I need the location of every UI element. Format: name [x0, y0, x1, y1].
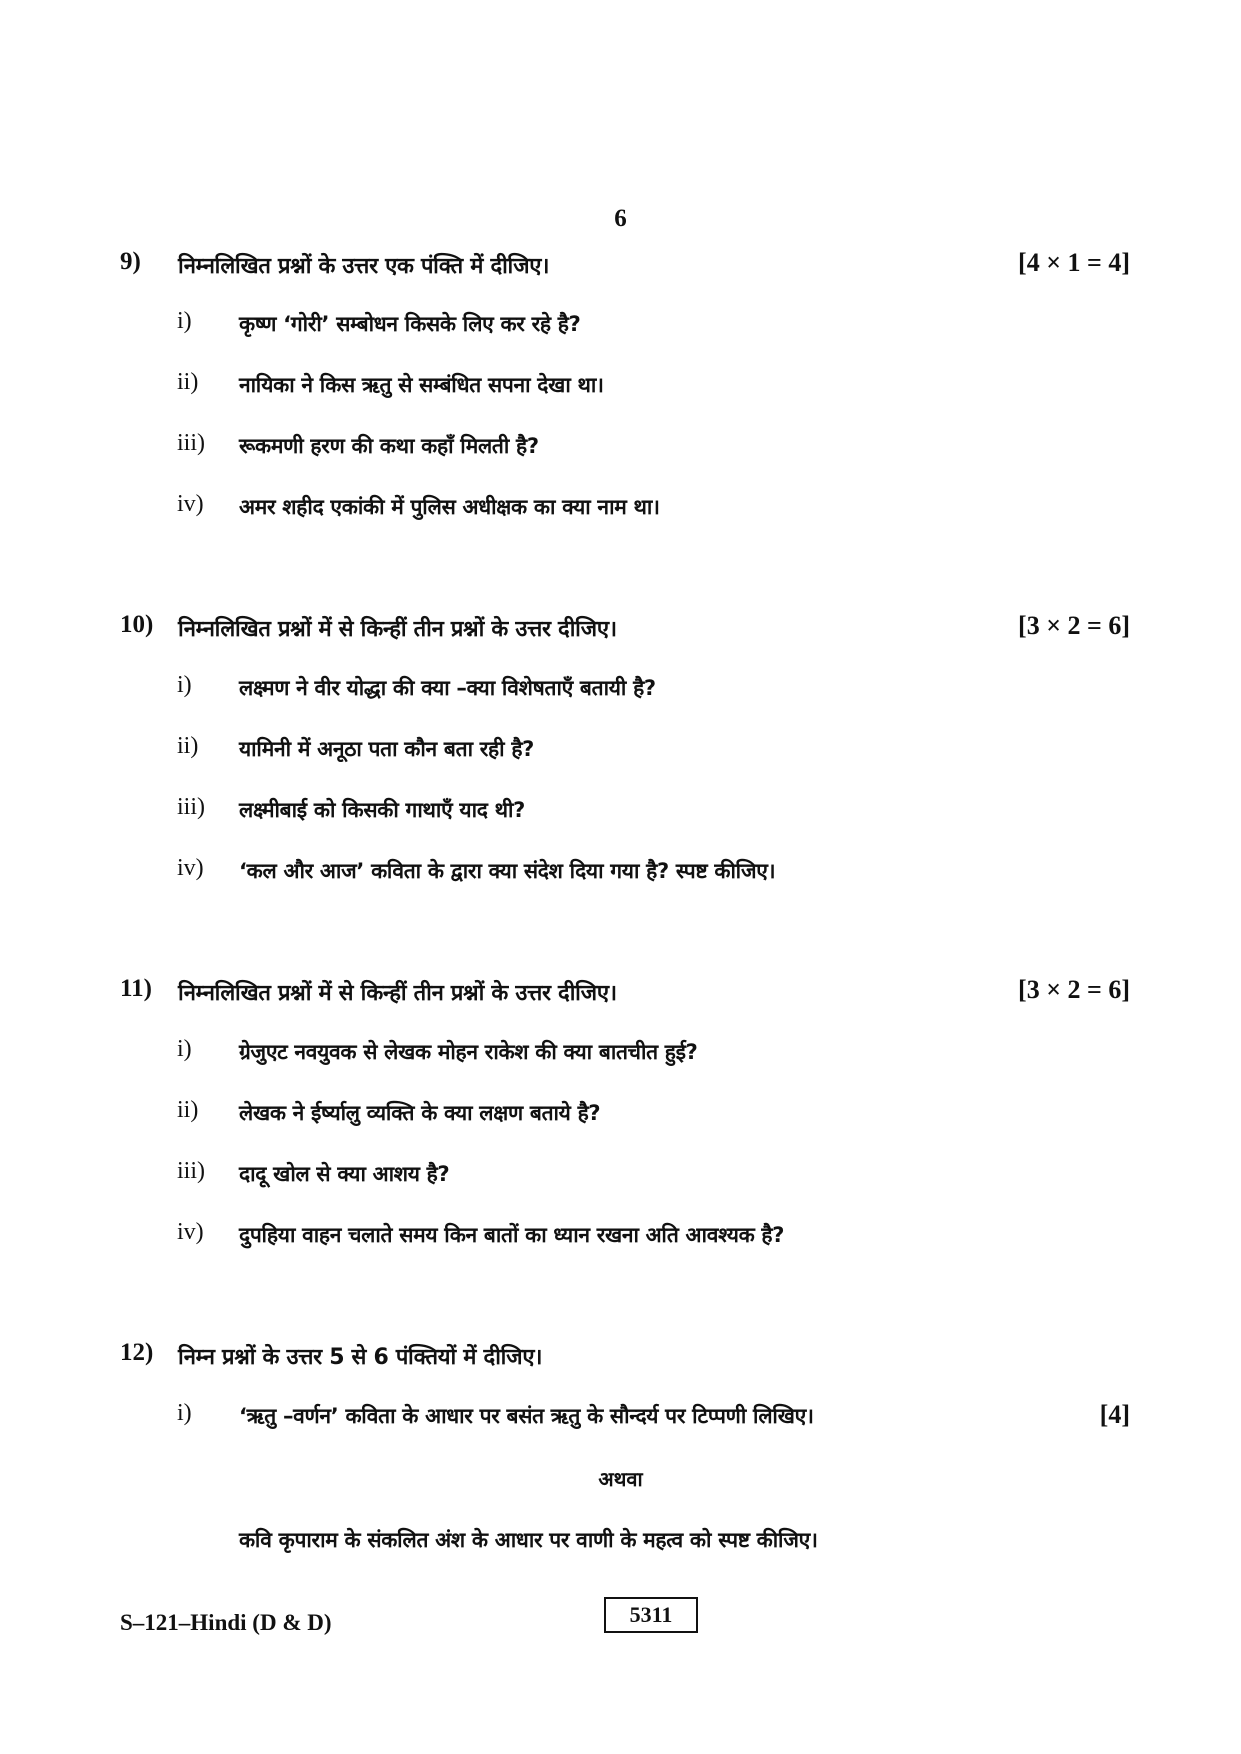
- sub-question-numeral: iii): [177, 430, 205, 456]
- sub-question-numeral: ii): [177, 369, 199, 395]
- sub-question-numeral: ii): [177, 733, 199, 759]
- sub-question: [177, 1219, 1130, 1255]
- sub-question-text: दादू खोल से क्या आशय है?: [239, 1162, 450, 1186]
- sub-question-numeral: iv): [177, 1219, 204, 1245]
- sub-question-text: अमर शहीद एकांकी में पुलिस अधीक्षक का क्या नाम था।: [239, 495, 660, 519]
- sub-question: [177, 369, 1130, 405]
- sub-question: [177, 1158, 1130, 1194]
- paper-code: S–121–Hindi (D & D): [120, 1610, 332, 1635]
- question-11-header: [120, 975, 1130, 1015]
- sub-question: [177, 672, 1130, 708]
- question-number: 11): [120, 975, 152, 1002]
- sub-question-text: यामिनी में अनूठा पता कौन बता रही है?: [239, 737, 535, 761]
- sub-question: [177, 1036, 1130, 1072]
- sub-question-numeral: i): [177, 308, 192, 334]
- sub-question-text: लेखक ने ईर्ष्यालु व्यक्ति के क्या लक्षण बताये है?: [239, 1101, 601, 1125]
- question-text: निम्नलिखित प्रश्नों में से किन्हीं तीन प्रश्नों के उत्तर दीजिए।: [178, 617, 617, 642]
- sub-question-numeral: i): [177, 1036, 192, 1062]
- sub-question-text: नायिका ने किस ऋतु से सम्बंधित सपना देखा था।: [239, 373, 604, 397]
- sub-question-numeral: iv): [177, 491, 204, 517]
- question-marks: [3 × 2 = 6]: [1018, 975, 1130, 1004]
- question-number: 10): [120, 611, 154, 638]
- sub-question-numeral: i): [177, 1400, 192, 1426]
- or-label: अथवा: [598, 1467, 643, 1491]
- question-number: 12): [120, 1339, 154, 1366]
- sub-question: [177, 491, 1130, 527]
- sub-question-numeral: ii): [177, 1097, 199, 1123]
- sub-question: [177, 1097, 1130, 1133]
- sub-question: [177, 1400, 1130, 1436]
- sub-question-text: दुपहिया वाहन चलाते समय किन बातों का ध्यान रखना अति आवश्यक है?: [239, 1223, 785, 1247]
- sub-question-text: कृष्ण ‘गोरी’ सम्बोधन किसके लिए कर रहे है?: [239, 312, 581, 336]
- sub-question-text: रूकमणी हरण की कथा कहाँ मिलती है?: [239, 434, 539, 458]
- alternative-question: कवि कृपाराम के संकलित अंश के आधार पर वाणी के महत्व को स्पष्ट कीजिए।: [239, 1528, 818, 1552]
- sub-question-numeral: iii): [177, 1158, 205, 1184]
- question-text: निम्न प्रश्नों के उत्तर 5 से 6 पंक्तियों में दीजिए।: [178, 1345, 543, 1370]
- sub-question-text: लक्ष्मण ने वीर योद्धा की क्या –क्या विशेषताएँ बतायी है?: [239, 676, 656, 700]
- sub-question-text: ‘ऋतु –वर्णन’ कविता के आधार पर बसंत ऋतु के सौन्दर्य पर टिप्पणी लिखिए।: [239, 1404, 814, 1428]
- booklet-code-box: 5311: [604, 1597, 698, 1633]
- sub-question-marks: [4]: [1099, 1400, 1130, 1429]
- question-number: 9): [120, 248, 141, 275]
- sub-question-numeral: i): [177, 672, 192, 698]
- question-text: निम्नलिखित प्रश्नों के उत्तर एक पंक्ति में दीजिए।: [178, 254, 550, 279]
- question-marks: [4 × 1 = 4]: [1018, 248, 1130, 277]
- question-12-header: [120, 1339, 1130, 1379]
- sub-question-text: ‘कल और आज’ कविता के द्वारा क्या संदेश दिया गया है? स्पष्ट कीजिए।: [239, 859, 776, 883]
- sub-question: [177, 308, 1130, 344]
- question-marks: [3 × 2 = 6]: [1018, 611, 1130, 640]
- sub-question-numeral: iv): [177, 855, 204, 881]
- question-10-header: [120, 611, 1130, 651]
- sub-question: [177, 733, 1130, 769]
- page-number: 6: [614, 205, 627, 232]
- sub-question-text: लक्ष्मीबाई को किसकी गाथाएँ याद थी?: [239, 798, 526, 822]
- sub-question: [177, 855, 1130, 891]
- question-text: निम्नलिखित प्रश्नों में से किन्हीं तीन प्रश्नों के उत्तर दीजिए।: [178, 981, 617, 1006]
- sub-question-numeral: iii): [177, 794, 205, 820]
- sub-question: [177, 430, 1130, 466]
- sub-question: [177, 794, 1130, 830]
- sub-question-text: ग्रेजुएट नवयुवक से लेखक मोहन राकेश की क्या बातचीत हुई?: [239, 1040, 698, 1064]
- question-9-header: [120, 248, 1130, 288]
